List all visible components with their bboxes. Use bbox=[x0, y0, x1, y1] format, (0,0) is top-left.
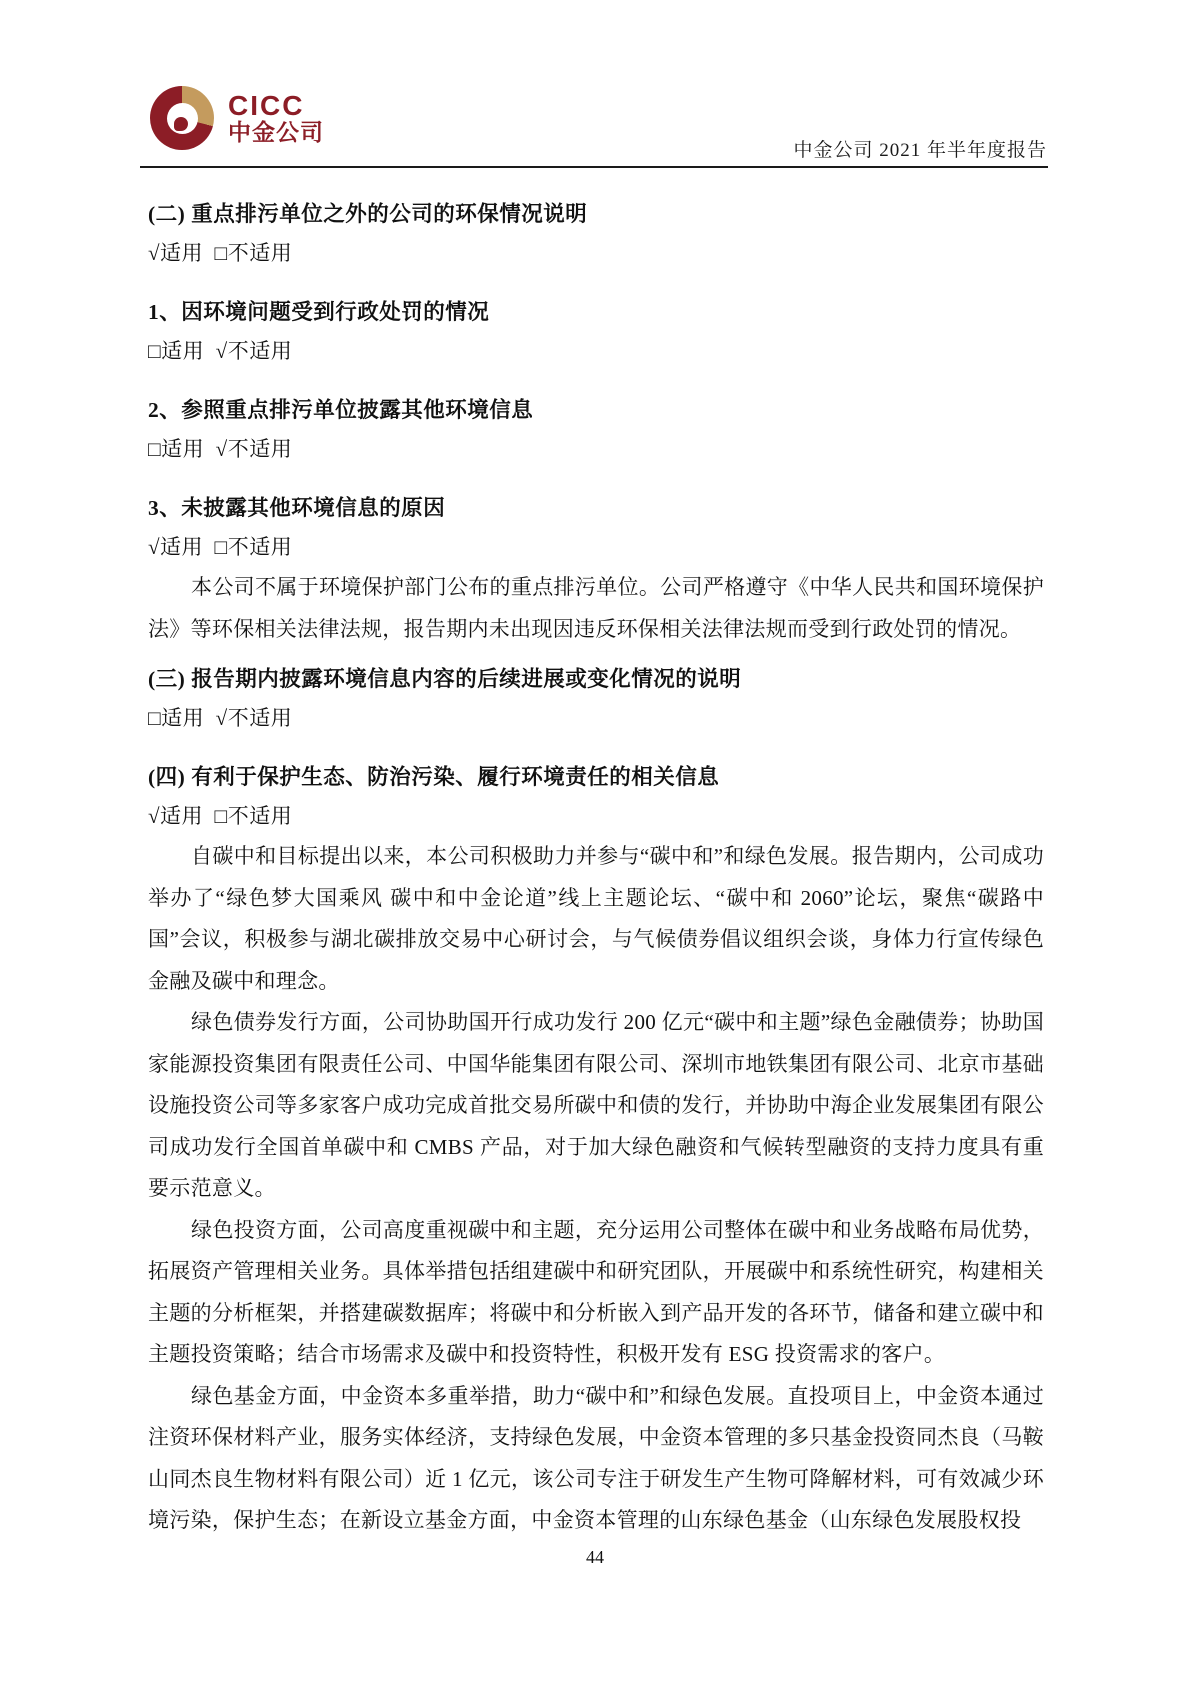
page-number: 44 bbox=[586, 1547, 604, 1567]
cicc-logo-icon bbox=[150, 86, 214, 150]
header-divider bbox=[140, 166, 1048, 168]
heading-item-3: 3、未披露其他环境信息的原因 bbox=[148, 496, 446, 520]
heading-item-1: 1、因环境问题受到行政处罚的情况 bbox=[148, 300, 490, 324]
body-paragraph: 绿色债券发行方面，公司协助国开行成功发行 200 亿元“碳中和主题”绿色金融债券；协助国家能源投资集团有限责任公司、中国华能集团有限公司、深圳市地铁集团有限公司、北京市基础设施投资公司等多家客户成功完成首批交易所碳中和债的发行，并协助中海企业发展集团有限公司成功发行全国首单碳中和 CMBS 产品，对于加大绿色融资和气候转型融资的支持力度具有重要示范意义。 bbox=[148, 1010, 1044, 1200]
body-paragraph: 本公司不属于环境保护部门公布的重点排污单位。公司严格遵守《中华人民共和国环境保护法》等环保相关法律法规，报告期内未出现因违反环保相关法律法规而受到行政处罚的情况。 bbox=[148, 575, 1044, 641]
applicability-line: √适用 □不适用 bbox=[148, 535, 293, 559]
body-paragraph: 绿色基金方面，中金资本多重举措，助力“碳中和”和绿色发展。直投项目上，中金资本通过注资环保材料产业，服务实体经济，支持绿色发展，中金资本管理的多只基金投资同杰良（马鞍山同杰良生物材料有限公司）近 1 亿元，该公司专注于研发生产生物可降解材料，可有效减少环境污染，保护生态；在新设立基金方面，中金资本管理的山东绿色基金（山东绿色发展股权投 bbox=[148, 1383, 1044, 1532]
body-paragraph: 自碳中和目标提出以来，本公司积极助力并参与“碳中和”和绿色发展。报告期内，公司成功举办了“绿色梦大国乘风 碳中和中金论道”线上主题论坛、“碳中和 2060”论坛，聚焦“碳路中国”会议，积极参与湖北碳排放交易中心研讨会，与气候债券倡议组织会谈，身体力行宣传绿色金融及碳中和理念。 bbox=[148, 844, 1045, 993]
applicability-line: □适用 √不适用 bbox=[148, 706, 293, 730]
report-title: 中金公司 2021 年半年度报告 bbox=[793, 140, 1047, 161]
document-body bbox=[148, 201, 1044, 1542]
applicability-line: √适用 □不适用 bbox=[148, 241, 293, 265]
heading-section-2: (二) 重点排污单位之外的公司的环保情况说明 bbox=[148, 202, 588, 226]
heading-section-4: (四) 有利于保护生态、防治污染、履行环境责任的相关信息 bbox=[148, 765, 720, 789]
page-header bbox=[148, 84, 1047, 168]
body-paragraph: 绿色投资方面，公司高度重视碳中和主题，充分运用公司整体在碳中和业务战略布局优势，拓展资产管理相关业务。具体举措包括组建碳中和研究团队，开展碳中和系统性研究，构建相关主题的分析框架，并搭建碳数据库；将碳中和分析嵌入到产品开发的各环节，储备和建立碳中和主题投资策略；结合市场需求及碳中和投资特性，积极开发有 ESG 投资需求的客户。 bbox=[148, 1217, 1044, 1366]
cicc-logo-text bbox=[228, 91, 324, 145]
logo-acronym: CICC bbox=[228, 90, 305, 122]
heading-section-3: (三) 报告期内披露环境信息内容的后续进展或变化情况的说明 bbox=[148, 667, 742, 691]
applicability-line: √适用 □不适用 bbox=[148, 804, 293, 828]
applicability-line: □适用 √不适用 bbox=[148, 339, 293, 363]
logo-company-name: 中金公司 bbox=[228, 119, 324, 145]
heading-item-2: 2、参照重点排污单位披露其他环境信息 bbox=[148, 398, 534, 422]
cicc-logo bbox=[150, 86, 324, 150]
applicability-line: □适用 √不适用 bbox=[148, 437, 293, 461]
